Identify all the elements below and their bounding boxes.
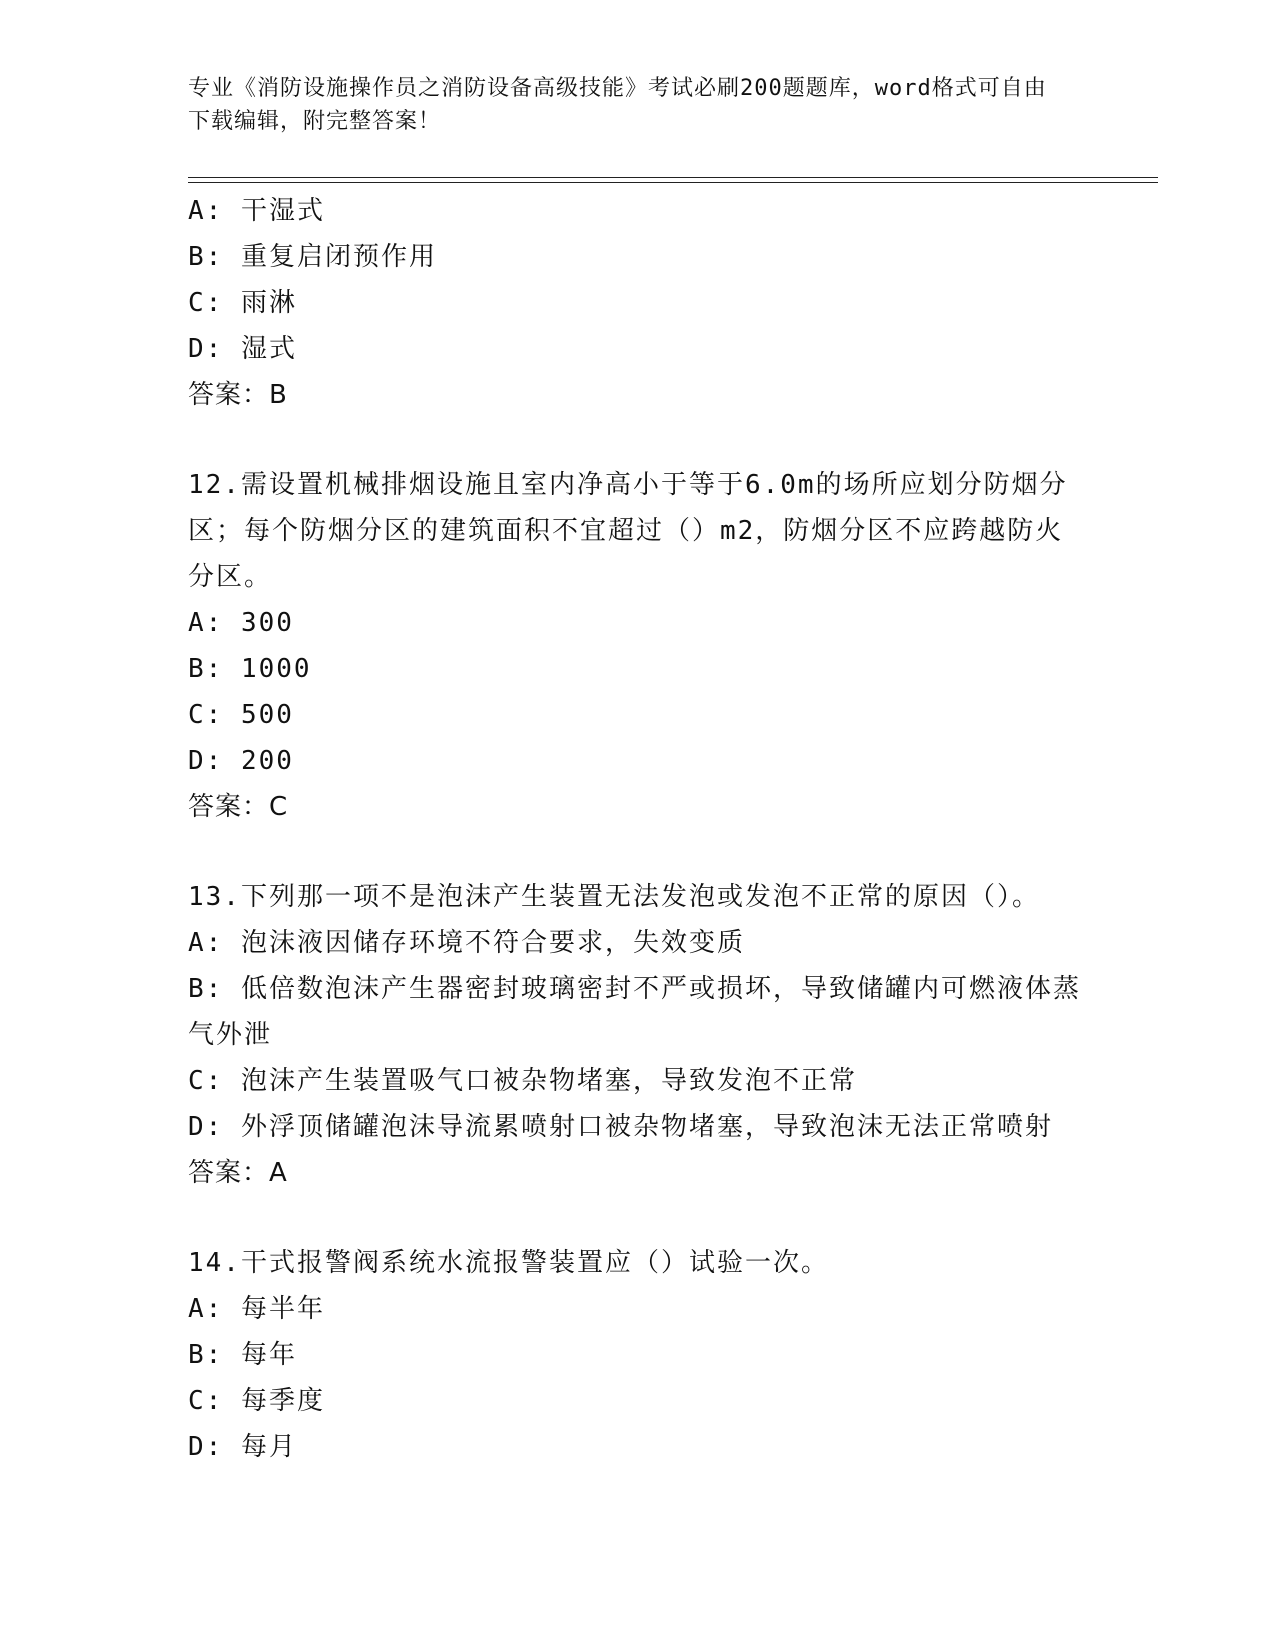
- option-c: C: 每季度: [188, 1386, 325, 1416]
- document-header: [188, 72, 1068, 138]
- question-11-tail: [188, 188, 1088, 418]
- header-divider-top: [188, 177, 1158, 178]
- question-list: [188, 188, 1088, 1470]
- option-b: B: 每年: [188, 1340, 297, 1370]
- option-d: D: 每月: [188, 1432, 297, 1462]
- option-c: C: 500: [188, 700, 294, 730]
- option-a: A: 泡沫液因储存环境不符合要求，失效变质: [188, 928, 745, 958]
- option-a: A: 300: [188, 608, 294, 638]
- option-d: D: 外浮顶储罐泡沫导流累喷射口被杂物堵塞，导致泡沫无法正常喷射: [188, 1112, 1053, 1142]
- question-stem: 12.需设置机械排烟设施且室内净高小于等于6.0m的场所应划分防烟分区；每个防烟分区的建筑面积不宜超过（）m2，防烟分区不应跨越防火分区。: [188, 470, 1068, 592]
- option-a: A: 每半年: [188, 1294, 325, 1324]
- question-stem: 14.干式报警阀系统水流报警装置应（）试验一次。: [188, 1248, 829, 1278]
- question-14: [188, 1240, 1088, 1470]
- question-12: [188, 462, 1088, 830]
- question-13: [188, 874, 1088, 1196]
- answer: 答案：B: [188, 380, 288, 410]
- option-b: B: 低倍数泡沫产生器密封玻璃密封不严或损坏，导致储罐内可燃液体蒸气外泄: [188, 974, 1081, 1050]
- header-divider-bottom: [188, 182, 1158, 183]
- option-d: D: 湿式: [188, 334, 297, 364]
- option-d: D: 200: [188, 746, 294, 776]
- answer: 答案：C: [188, 792, 289, 822]
- option-a: A: 干湿式: [188, 196, 325, 226]
- answer: 答案：A: [188, 1158, 288, 1188]
- question-stem: 13.下列那一项不是泡沫产生装置无法发泡或发泡不正常的原因（）。: [188, 882, 1040, 912]
- option-c: C: 雨淋: [188, 288, 297, 318]
- option-b: B: 1000: [188, 654, 312, 684]
- option-c: C: 泡沫产生装置吸气口被杂物堵塞，导致发泡不正常: [188, 1066, 857, 1096]
- header-title: 专业《消防设施操作员之消防设备高级技能》考试必刷200题题库，word格式可自由下载编辑，附完整答案！: [188, 76, 1047, 134]
- option-b: B: 重复启闭预作用: [188, 242, 437, 272]
